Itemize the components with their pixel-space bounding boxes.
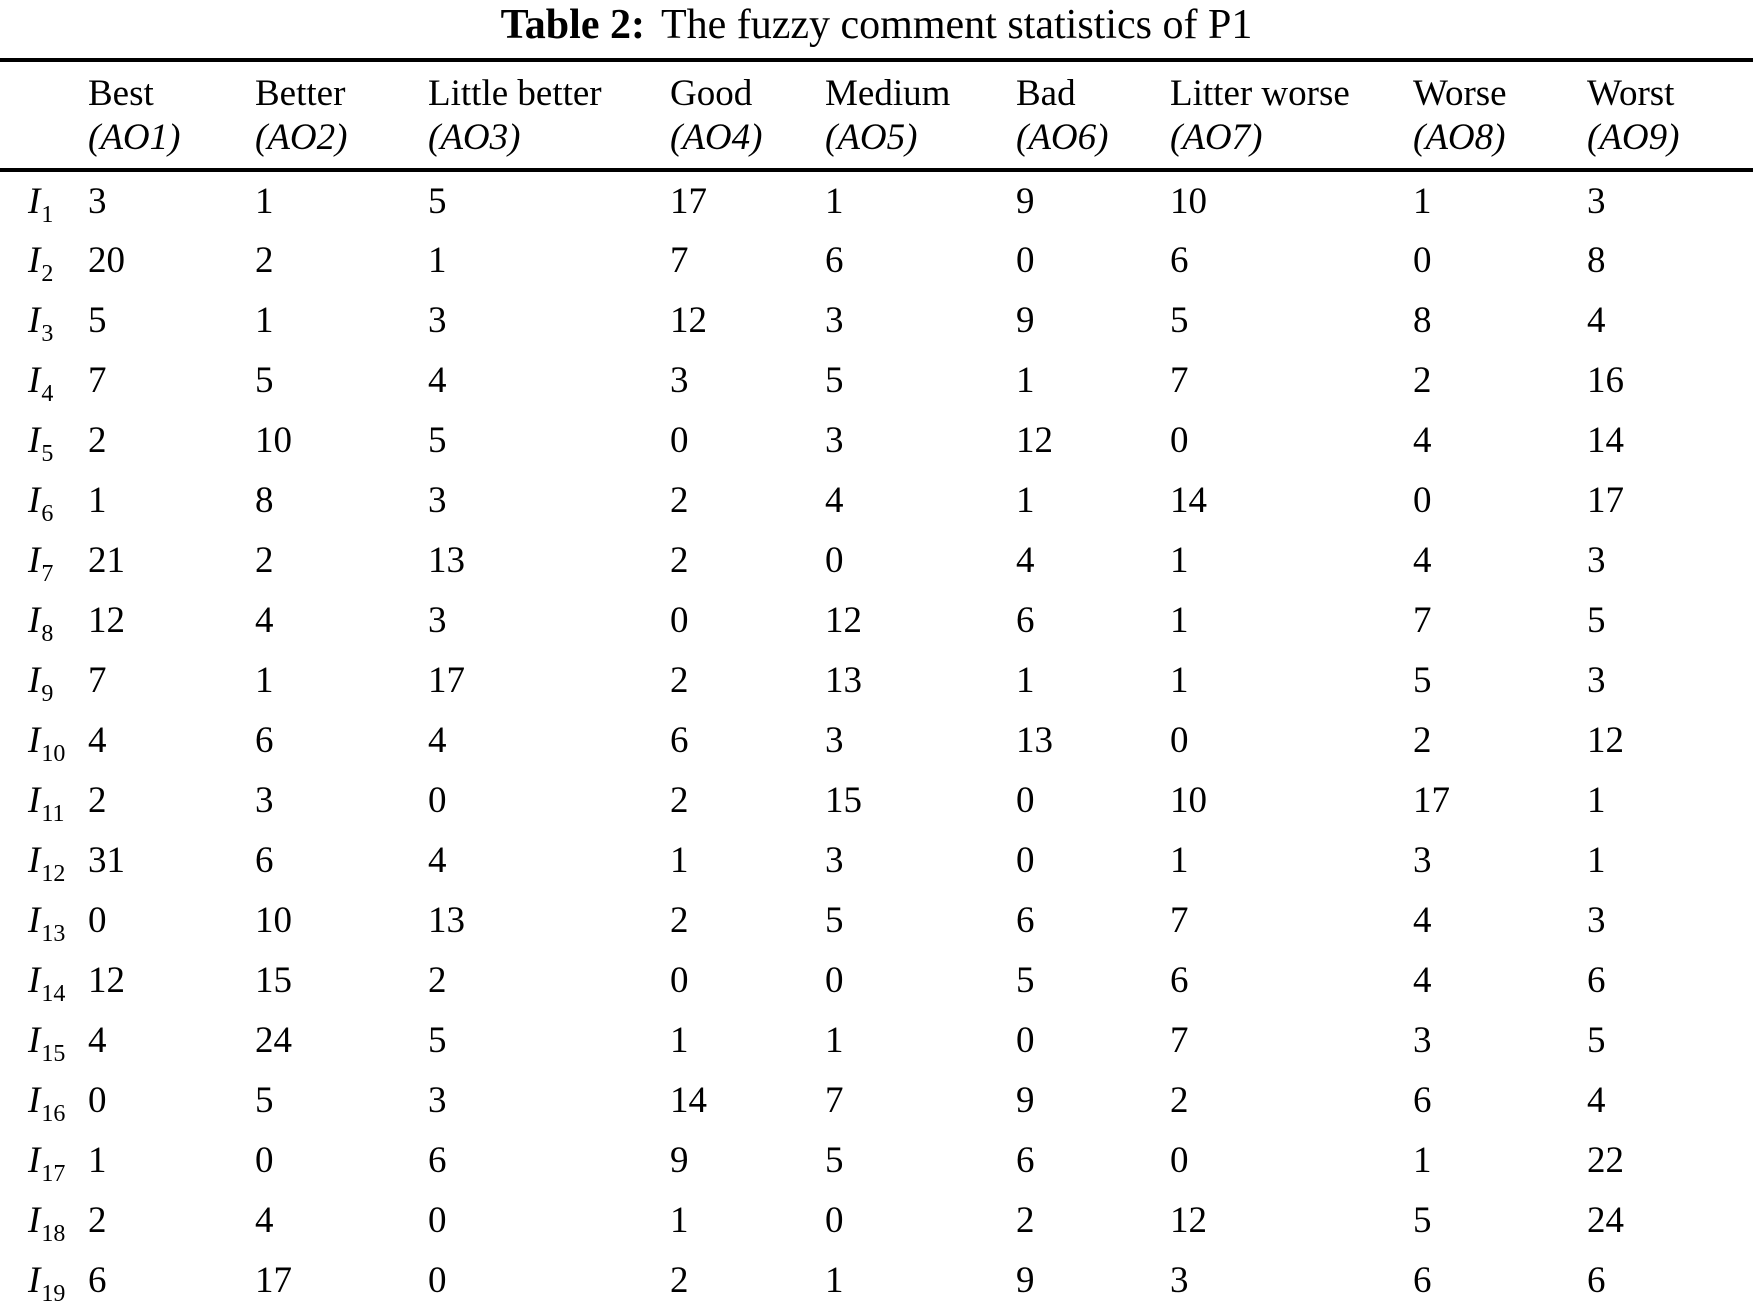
cell-value: 0 [428,779,447,821]
table-row-i16 [0,1070,1753,1130]
cell-value: 1 [1016,359,1035,401]
cell-value: 2 [88,419,107,461]
cell-value: 4 [1413,959,1432,1001]
cell-value: 6 [1170,959,1189,1001]
column-header-code: (AO9) [1587,117,1680,158]
cell-value: 6 [1016,1139,1035,1181]
column-header-ao2 [255,60,428,170]
cell-value: 6 [255,839,274,881]
cell-value: 8 [1587,239,1606,281]
column-header-label: Good [670,73,753,114]
cell-value: 2 [1413,359,1432,401]
table-row-i15 [0,1010,1753,1070]
cell-value: 4 [825,479,844,521]
row-label: $I_{10}$ [28,719,66,767]
cell-value: 1 [88,1139,107,1181]
cell-value: 0 [670,959,689,1001]
cell-value: 9 [1016,1079,1035,1121]
cell-value: 6 [1413,1259,1432,1301]
cell-value: 2 [670,899,689,941]
cell-value: 22 [1587,1139,1624,1181]
row-label: $I_7$ [28,539,54,587]
cell-value: 4 [1587,1079,1606,1121]
column-header-ao5 [825,60,1016,170]
cell-value: 1 [255,180,274,222]
cell-value: 1 [428,239,447,281]
row-label: $I_{11}$ [28,779,65,827]
column-header-ao1 [88,60,255,170]
cell-value: 3 [1170,1259,1189,1301]
row-label: $I_2$ [28,239,54,287]
cell-value: 5 [1413,1199,1432,1241]
row-label: $I_5$ [28,419,54,467]
cell-value: 1 [255,659,274,701]
cell-value: 4 [255,599,274,641]
cell-value: 0 [670,419,689,461]
cell-value: 14 [1587,419,1624,461]
table-row-i13 [0,890,1753,950]
cell-value: 1 [1170,599,1189,641]
row-label: $I_{13}$ [28,899,66,947]
cell-value: 0 [428,1259,447,1301]
cell-value: 0 [1170,1139,1189,1181]
cell-value: 0 [88,1079,107,1121]
row-label: $I_3$ [28,299,54,347]
row-label: $I_{15}$ [28,1019,66,1067]
cell-value: 2 [670,479,689,521]
cell-value: 15 [825,779,862,821]
cell-value: 2 [670,779,689,821]
cell-value: 10 [1170,180,1207,222]
cell-value: 1 [1170,839,1189,881]
cell-value: 2 [88,779,107,821]
column-header-code: (AO3) [428,117,521,158]
cell-value: 6 [1170,239,1189,281]
column-header-ao3 [428,60,670,170]
cell-value: 2 [670,659,689,701]
cell-value: 0 [255,1139,274,1181]
row-label: $I_{18}$ [28,1199,66,1247]
cell-value: 5 [1413,659,1432,701]
cell-value: 6 [1587,959,1606,1001]
cell-value: 6 [428,1139,447,1181]
row-label: $I_4$ [28,359,54,407]
table-row-i11 [0,770,1753,830]
cell-value: 1 [670,1019,689,1061]
cell-value: 2 [670,1259,689,1301]
cell-value: 3 [1587,899,1606,941]
cell-value: 5 [1016,959,1035,1001]
cell-value: 0 [670,599,689,641]
cell-value: 4 [1413,419,1432,461]
cell-value: 3 [1587,539,1606,581]
column-header-ao4 [670,60,825,170]
cell-value: 5 [825,359,844,401]
cell-value: 2 [1016,1199,1035,1241]
table-row-i1 [0,170,1753,230]
cell-value: 12 [670,299,707,341]
cell-value: 1 [825,1019,844,1061]
column-header-label: Litter worse [1170,73,1350,114]
cell-value: 17 [1413,779,1450,821]
cell-value: 10 [255,419,292,461]
column-header-label: Bad [1016,73,1076,114]
cell-value: 1 [1170,659,1189,701]
cell-value: 1 [1413,180,1432,222]
table-row-i18 [0,1190,1753,1250]
cell-value: 6 [670,719,689,761]
cell-value: 6 [88,1259,107,1301]
cell-value: 6 [1016,899,1035,941]
cell-value: 1 [255,299,274,341]
table-caption-text: The fuzzy comment statistics of P1 [660,2,1253,48]
fuzzy-comment-statistics-table [0,58,1753,1303]
row-label: $I_{14}$ [28,959,66,1007]
table-row-i19 [0,1250,1753,1303]
table-row-i17 [0,1130,1753,1190]
cell-value: 1 [1413,1139,1432,1181]
cell-value: 9 [1016,299,1035,341]
cell-value: 8 [1413,299,1432,341]
column-header-label: Medium [825,73,951,114]
cell-value: 0 [1413,479,1432,521]
column-header-label: Worst [1587,73,1675,114]
cell-value: 24 [255,1019,292,1061]
column-header-ao9 [1587,60,1753,170]
table-row-i7 [0,530,1753,590]
row-label: $I_{12}$ [28,839,66,887]
cell-value: 6 [825,239,844,281]
cell-value: 0 [1016,779,1035,821]
cell-value: 4 [255,1199,274,1241]
cell-value: 15 [255,959,292,1001]
column-header-code: (AO6) [1016,117,1109,158]
cell-value: 0 [88,899,107,941]
cell-value: 0 [1413,239,1432,281]
cell-value: 3 [670,359,689,401]
cell-value: 7 [88,359,107,401]
row-label: $I_9$ [28,659,54,707]
cell-value: 6 [1413,1079,1432,1121]
cell-value: 24 [1587,1199,1624,1241]
table-row-i3 [0,290,1753,350]
table-row-i9 [0,650,1753,710]
cell-value: 1 [670,839,689,881]
cell-value: 4 [88,1019,107,1061]
cell-value: 13 [825,659,862,701]
table-row-i2 [0,230,1753,290]
cell-value: 12 [1587,719,1624,761]
cell-value: 31 [88,839,125,881]
column-header-code: (AO2) [255,117,348,158]
cell-value: 9 [670,1139,689,1181]
table-row-i10 [0,710,1753,770]
header-corner-cell [0,60,88,170]
cell-value: 4 [88,719,107,761]
column-header-code: (AO8) [1413,117,1506,158]
cell-value: 6 [1587,1259,1606,1301]
cell-value: 14 [670,1079,707,1121]
table-row-i8 [0,590,1753,650]
column-header-label: Little better [428,73,602,114]
cell-value: 3 [428,479,447,521]
cell-value: 1 [1170,539,1189,581]
cell-value: 1 [825,1259,844,1301]
cell-value: 2 [1413,719,1432,761]
row-label: $I_{16}$ [28,1079,66,1127]
cell-value: 0 [825,959,844,1001]
cell-value: 7 [1170,359,1189,401]
column-header-code: (AO1) [88,117,181,158]
cell-value: 3 [88,180,107,222]
cell-value: 5 [825,899,844,941]
cell-value: 10 [255,899,292,941]
cell-value: 20 [88,239,125,281]
cell-value: 6 [255,719,274,761]
cell-value: 16 [1587,359,1624,401]
cell-value: 5 [255,1079,274,1121]
row-label: $I_{17}$ [28,1139,66,1187]
cell-value: 4 [1413,539,1432,581]
table-row-i12 [0,830,1753,890]
cell-value: 5 [428,419,447,461]
table-row-i4 [0,350,1753,410]
row-label: $I_6$ [28,479,54,527]
column-header-code: (AO4) [670,117,763,158]
cell-value: 6 [1016,599,1035,641]
cell-value: 4 [428,719,447,761]
cell-value: 0 [1016,239,1035,281]
cell-value: 17 [428,659,465,701]
cell-value: 0 [825,539,844,581]
cell-value: 0 [1170,419,1189,461]
cell-value: 3 [1413,1019,1432,1061]
column-header-ao6 [1016,60,1170,170]
cell-value: 1 [825,180,844,222]
cell-value: 4 [1016,539,1035,581]
cell-value: 7 [1170,1019,1189,1061]
cell-value: 17 [255,1259,292,1301]
cell-value: 3 [1587,180,1606,222]
cell-value: 13 [1016,719,1053,761]
cell-value: 12 [88,599,125,641]
cell-value: 1 [1587,779,1606,821]
cell-value: 3 [825,299,844,341]
cell-value: 2 [88,1199,107,1241]
cell-value: 2 [255,539,274,581]
cell-value: 5 [825,1139,844,1181]
table-caption [0,0,1753,58]
column-header-ao7 [1170,60,1413,170]
cell-value: 7 [670,239,689,281]
cell-value: 2 [1170,1079,1189,1121]
cell-value: 3 [825,419,844,461]
cell-value: 4 [428,839,447,881]
cell-value: 4 [428,359,447,401]
cell-value: 9 [1016,180,1035,222]
cell-value: 0 [825,1199,844,1241]
column-header-code: (AO7) [1170,117,1263,158]
cell-value: 2 [670,539,689,581]
cell-value: 0 [1170,719,1189,761]
cell-value: 5 [1170,299,1189,341]
cell-value: 12 [1016,419,1053,461]
table-caption-label: Table 2: [500,2,645,48]
cell-value: 12 [88,959,125,1001]
cell-value: 3 [255,779,274,821]
cell-value: 7 [1170,899,1189,941]
row-label: $I_8$ [28,599,54,647]
cell-value: 3 [825,839,844,881]
column-header-ao8 [1413,60,1587,170]
cell-value: 5 [1587,599,1606,641]
cell-value: 13 [428,539,465,581]
cell-value: 1 [1016,659,1035,701]
cell-value: 3 [1587,659,1606,701]
row-label: $I_{19}$ [28,1259,66,1303]
cell-value: 3 [428,1079,447,1121]
table-header-row [0,60,1753,170]
cell-value: 0 [1016,839,1035,881]
cell-value: 12 [825,599,862,641]
cell-value: 5 [255,359,274,401]
cell-value: 2 [428,959,447,1001]
cell-value: 0 [428,1199,447,1241]
cell-value: 5 [428,1019,447,1061]
cell-value: 14 [1170,479,1207,521]
cell-value: 21 [88,539,125,581]
cell-value: 4 [1587,299,1606,341]
row-label: $I_1$ [28,180,54,228]
cell-value: 12 [1170,1199,1207,1241]
cell-value: 7 [1413,599,1432,641]
cell-value: 3 [1413,839,1432,881]
cell-value: 1 [1587,839,1606,881]
cell-value: 10 [1170,779,1207,821]
cell-value: 5 [428,180,447,222]
cell-value: 3 [825,719,844,761]
table-row-i5 [0,410,1753,470]
cell-value: 5 [88,299,107,341]
column-header-label: Better [255,73,346,114]
cell-value: 8 [255,479,274,521]
cell-value: 4 [1413,899,1432,941]
cell-value: 1 [88,479,107,521]
cell-value: 1 [1016,479,1035,521]
table-row-i6 [0,470,1753,530]
cell-value: 7 [825,1079,844,1121]
cell-value: 3 [428,599,447,641]
cell-value: 7 [88,659,107,701]
cell-value: 9 [1016,1259,1035,1301]
cell-value: 1 [670,1199,689,1241]
cell-value: 13 [428,899,465,941]
cell-value: 17 [1587,479,1624,521]
cell-value: 5 [1587,1019,1606,1061]
column-header-label: Best [88,73,154,114]
column-header-label: Worse [1413,73,1507,114]
column-header-code: (AO5) [825,117,918,158]
cell-value: 17 [670,180,707,222]
table-row-i14 [0,950,1753,1010]
cell-value: 0 [1016,1019,1035,1061]
cell-value: 2 [255,239,274,281]
cell-value: 3 [428,299,447,341]
